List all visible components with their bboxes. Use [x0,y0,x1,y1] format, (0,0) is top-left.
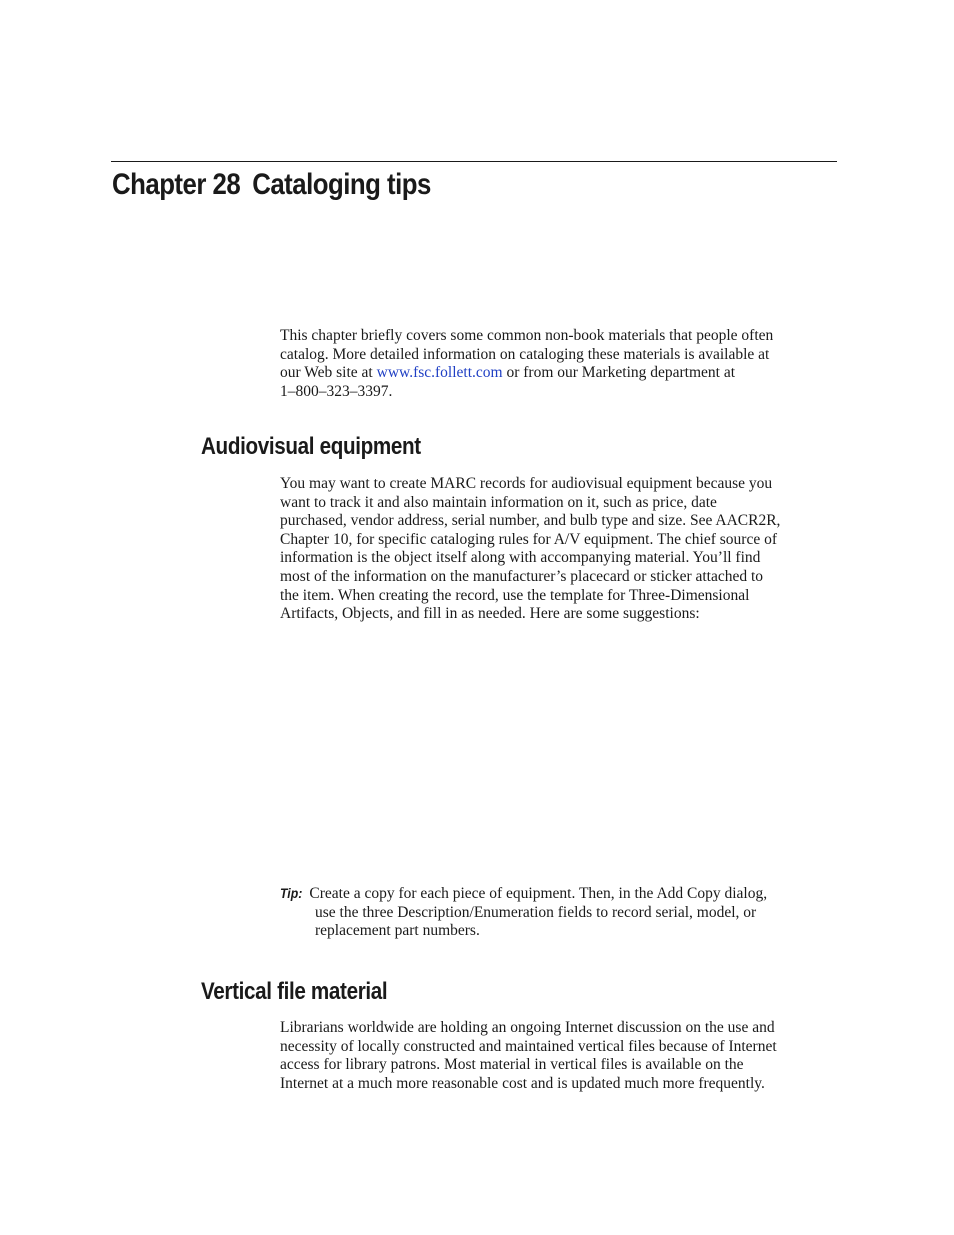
paragraph-line: Librarians worldwide are holding an ongoing Internet discussion on the use and [280,1019,775,1036]
intro-line: 1–800–323–3397. [280,382,393,400]
tip-line [280,884,840,904]
paragraph-line: the item. When creating the record, use the template for Three-Dimensional [280,586,750,604]
tip-line: replacement part numbers. [315,922,480,940]
paragraph-line: purchased, vendor address, serial number, and bulb type and size. See AACR2R, [280,512,781,530]
paragraph-line: Chapter 10, for specific cataloging rules for A/V equipment. The chief source of [280,530,777,548]
intro-line: catalog. More detailed information on cataloging these materials is available at [280,345,770,363]
intro-text: or from our Marketing department at [502,364,736,382]
paragraph-line: want to track it and also maintain information on it, such as price, date [280,493,717,511]
website-link[interactable]: www.fsc.follett.com [376,364,503,382]
paragraph-line: Artifacts, Objects, and fill in as needed. Here are some suggestions: [280,605,700,623]
chapter-title [112,168,431,202]
tip-label: Tip: [280,885,303,901]
vertical-file-paragraph [280,1019,840,1093]
paragraph-line: most of the information on the manufacturer’s placecard or sticker attached to [280,567,764,585]
section-heading-vertical-file: Vertical file material [201,978,388,1005]
paragraph-line: necessity of locally constructed and maintained vertical files because of Internet [280,1037,777,1055]
tip-note [280,884,840,941]
intro-text: our Web site at [280,364,377,382]
tip-text: Create a copy for each piece of equipment. Then, in the Add Copy dialog, [309,885,768,902]
paragraph-line: You may want to create MARC records for audiovisual equipment because you [280,475,773,492]
intro-paragraph [280,327,840,401]
audiovisual-paragraph [280,475,840,624]
paragraph-line: Internet at a much more reasonable cost and is updated much more frequently. [280,1074,765,1092]
chapter-rule [111,161,837,162]
chapter-number: Chapter 28 [112,168,241,201]
paragraph-line: access for library patrons. Most material in vertical files is available on the [280,1056,744,1074]
intro-line: This chapter briefly covers some common non-book materials that people often [280,327,774,344]
tip-line: use the three Description/Enumeration fields to record serial, model, or [315,903,757,921]
chapter-name: Cataloging tips [252,168,431,201]
section-heading-audiovisual: Audiovisual equipment [201,433,421,460]
paragraph-line: information is the object itself along with accompanying material. You’ll find [280,549,761,567]
intro-line [280,364,840,383]
